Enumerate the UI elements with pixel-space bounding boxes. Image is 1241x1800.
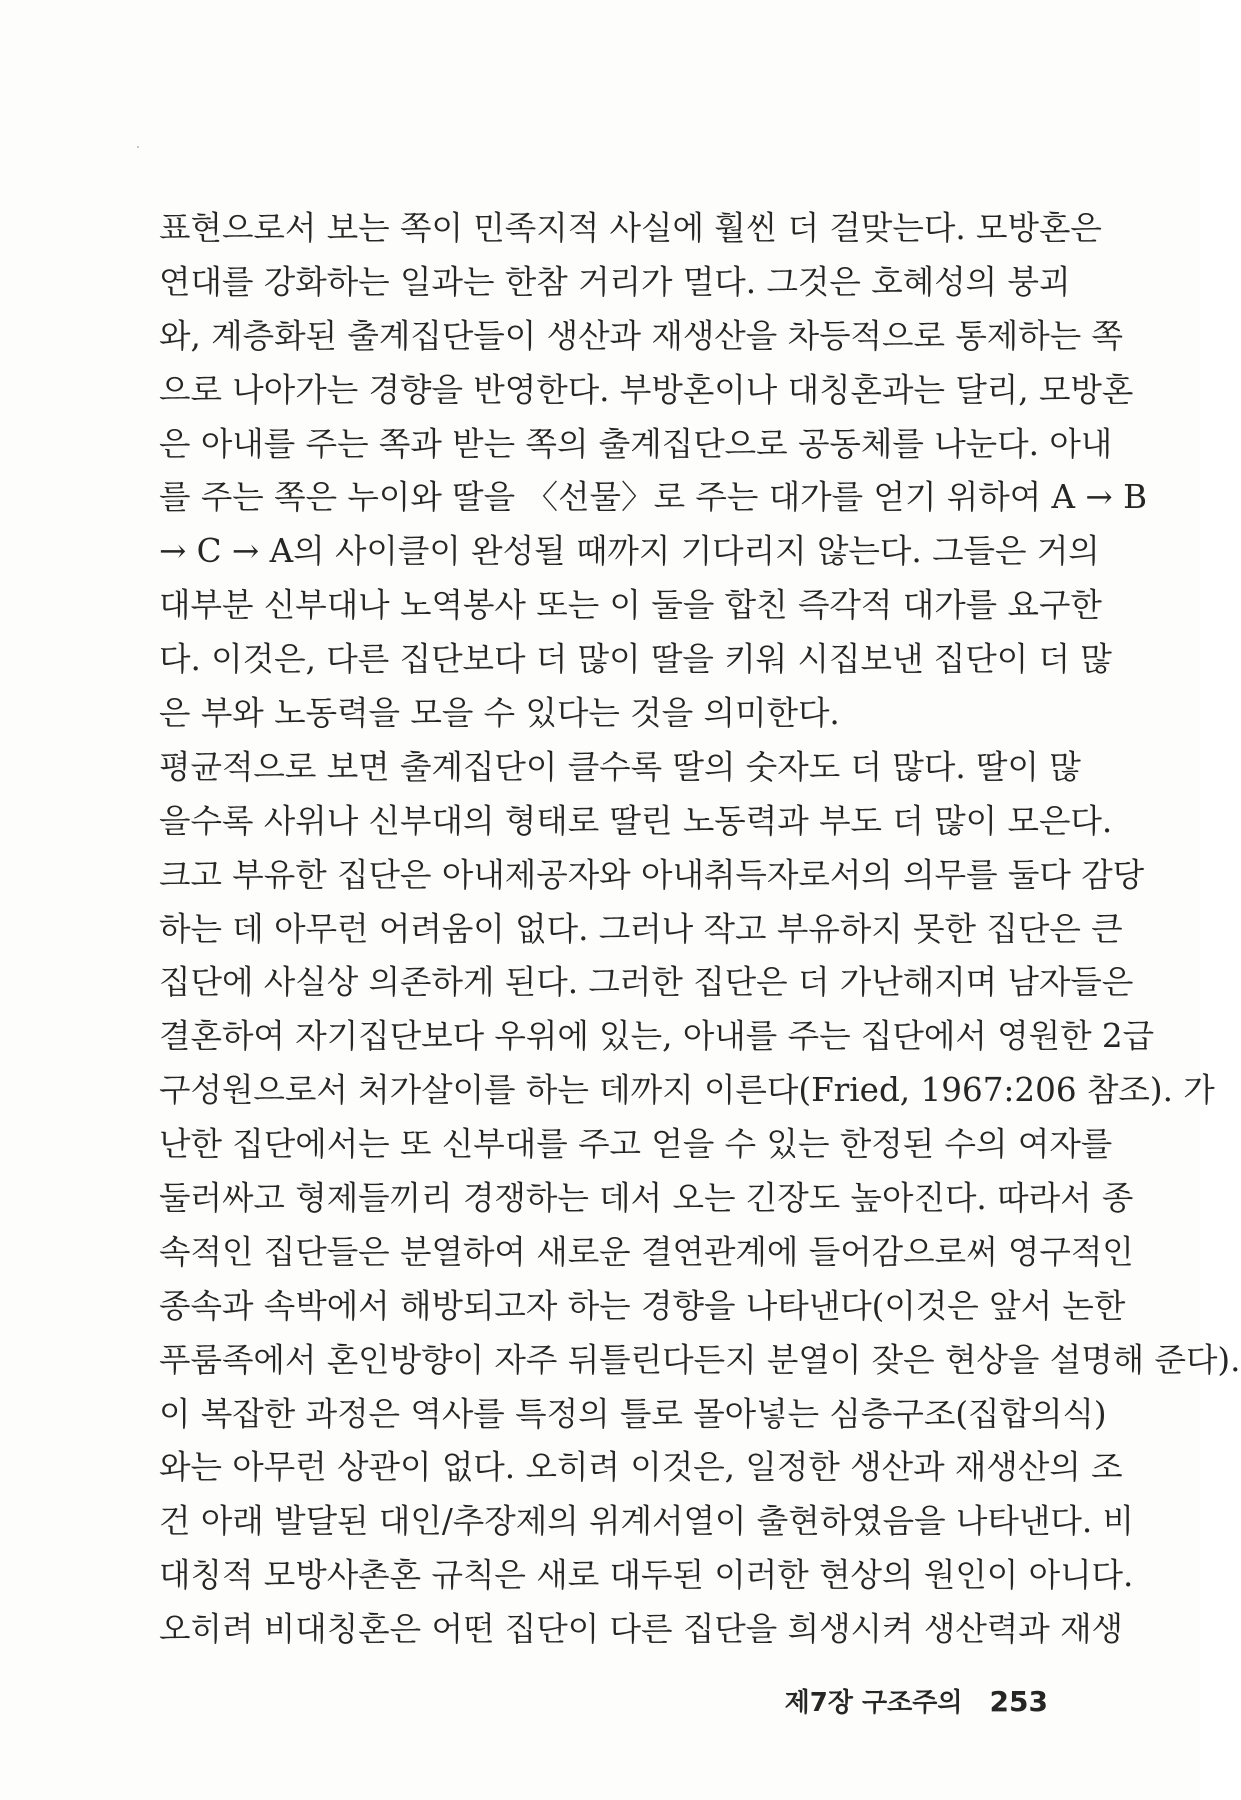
text-line: 은 부와 노동력을 모을 수 있다는 것을 의미한다. [159,694,840,733]
text-line: 연대를 강화하는 일과는 한참 거리가 멀다. 그것은 호혜성의 붕괴 [159,262,1071,301]
text-line: 표현으로서 보는 쪽이 민족지적 사실에 훨씬 더 걸맞는다. 모방혼은 [159,209,1102,247]
text-line: 와, 계층화된 출계집단들이 생산과 재생산을 차등적으로 통제하는 쪽 [159,316,1124,355]
text-line: 를 주는 쪽은 누이와 딸을 〈선물〉로 주는 대가를 얻기 위하여 A → B [159,478,1148,517]
text-line: 속적인 집단들은 분열하여 새로운 결연관계에 들어감으로써 영구적인 [159,1232,1134,1271]
chapter-title: 제7장 구조주의 [784,1688,963,1718]
text-line: 둘러싸고 형제들끼리 경쟁하는 데서 오는 긴장도 높아진다. 따라서 종 [159,1179,1134,1218]
text-line: 결혼하여 자기집단보다 우위에 있는, 아내를 주는 집단에서 영원한 2급 [159,1017,1155,1056]
text-line: 와는 아무런 상관이 없다. 오히려 이것은, 일정한 생산과 재생산의 조 [159,1448,1123,1487]
text-line: 크고 부유한 집단은 아내제공자와 아내취득자로서의 의무를 둘다 감당 [159,855,1145,894]
text-line: 건 아래 발달된 대인/추장제의 위계서열이 출현하였음을 나타낸다. 비 [159,1502,1134,1541]
text-line: 으로 나아가는 경향을 반영한다. 부방혼이나 대칭혼과는 달리, 모방혼 [159,370,1134,409]
page-footer [785,1682,1048,1719]
text-line: 을수록 사위나 신부대의 형태로 딸린 노동력과 부도 더 많이 모은다. [159,801,1113,840]
text-line: 은 아내를 주는 쪽과 받는 쪽의 출계집단으로 공동체를 나눈다. 아내 [159,424,1113,463]
text-line: 오히려 비대칭혼은 어떤 집단이 다른 집단을 희생시켜 생산력과 재생 [159,1610,1124,1649]
page-number: 253 [989,1685,1048,1718]
text-line: → C → A의 사이클이 완성될 때까지 기다리지 않는다. 그들은 거의 [159,532,1100,571]
margin-mark [137,146,139,148]
text-line: 난한 집단에서는 또 신부대를 주고 얻을 수 있는 한정된 수의 여자를 [159,1125,1113,1164]
text-line: 대칭적 모방사촌혼 규칙은 새로 대두된 이러한 현상의 원인이 아니다. [159,1556,1134,1595]
text-line: 대부분 신부대나 노역봉사 또는 이 둘을 합친 즉각적 대가를 요구한 [159,586,1102,625]
text-line: 종속과 속박에서 해방되고자 하는 경향을 나타낸다(이것은 앞서 논한 [159,1286,1126,1325]
text-line: 구성원으로서 처가살이를 하는 데까지 이른다(Fried, 1967:206 참조). 가 [159,1071,1215,1110]
text-line: 이 복잡한 과정은 역사를 특정의 틀로 몰아넣는 심층구조(집합의식) [159,1394,1107,1433]
text-line: 다. 이것은, 다른 집단보다 더 많이 딸을 키워 시집보낸 집단이 더 많 [159,640,1112,679]
body-text [159,202,1241,1657]
text-line: 하는 데 아무런 어려움이 없다. 그러나 작고 부유하지 못한 집단은 큰 [159,909,1123,948]
text-line: 집단에 사실상 의존하게 된다. 그러한 집단은 더 가난해지며 남자들은 [159,963,1134,1002]
text-line: 푸룸족에서 혼인방향이 자주 뒤틀린다든지 분열이 잦은 현상을 설명해 준다). [159,1340,1241,1379]
text-line: 평균적으로 보면 출계집단이 클수록 딸의 숫자도 더 많다. 딸이 많 [159,747,1081,786]
